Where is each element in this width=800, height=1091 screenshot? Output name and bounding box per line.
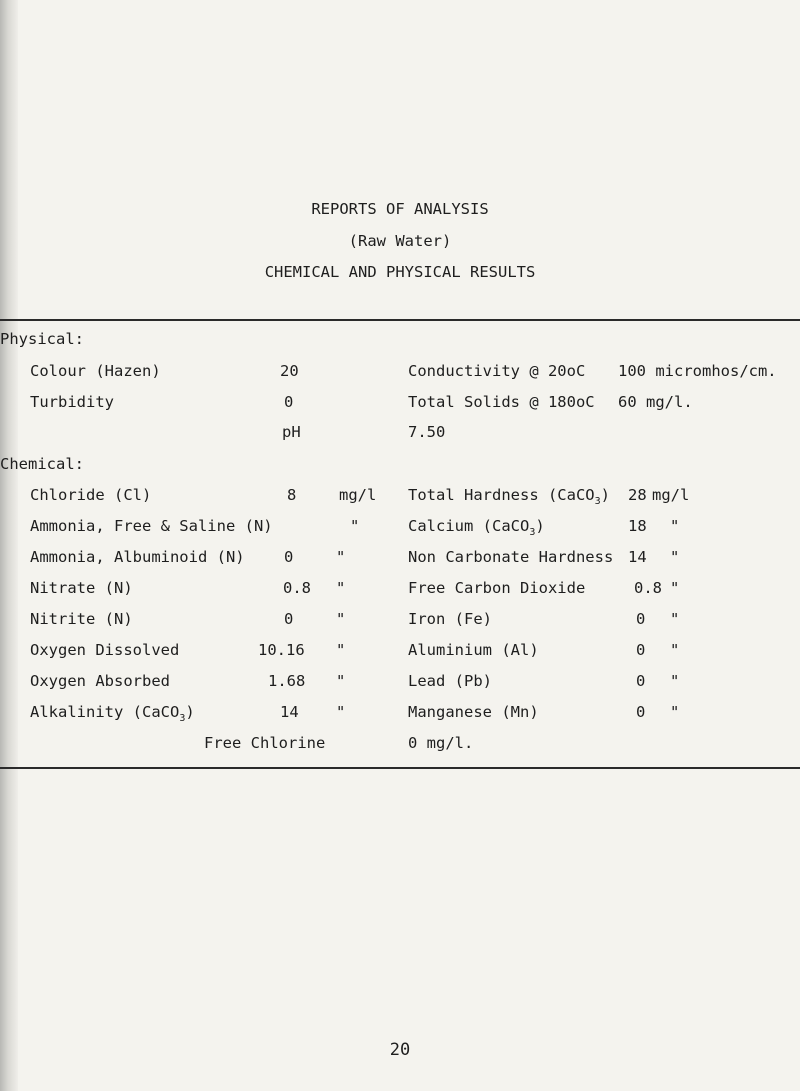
oxygen-dissolved-unit: "	[336, 641, 346, 659]
ammonia-free-unit: "	[350, 517, 360, 535]
free-carbon-dioxide-value: 0.8	[634, 579, 662, 597]
top-rule	[0, 319, 800, 321]
total-solids-value: 60 mg/l.	[618, 393, 693, 411]
aluminium-value: 0	[636, 641, 646, 659]
calcium-unit: "	[670, 517, 680, 535]
free-carbon-dioxide-unit: "	[670, 579, 680, 597]
aluminium-label: Aluminium (Al)	[408, 641, 539, 659]
total-hardness-unit: mg/l	[652, 486, 690, 504]
free-carbon-dioxide-label: Free Carbon Dioxide	[408, 579, 586, 597]
aluminium-unit: "	[670, 641, 680, 659]
free-chlorine-value: 0 mg/l.	[408, 734, 474, 752]
chloride-label: Chloride (Cl)	[30, 486, 152, 504]
ammonia-free-label: Ammonia, Free & Saline (N)	[30, 517, 273, 535]
ammonia-albuminoid-label: Ammonia, Albuminoid (N)	[30, 548, 245, 566]
iron-value: 0	[636, 610, 646, 628]
non-carbonate-hardness-label: Non Carbonate Hardness	[408, 548, 614, 566]
conductivity-label: Conductivity @ 20oC	[408, 362, 586, 380]
lead-label: Lead (Pb)	[408, 672, 492, 690]
oxygen-dissolved-value: 10.16	[258, 641, 305, 659]
oxygen-dissolved-label: Oxygen Dissolved	[30, 641, 180, 659]
report-subtitle: (Raw Water)	[348, 232, 452, 250]
oxygen-absorbed-unit: "	[336, 672, 346, 690]
nitrate-label: Nitrate (N)	[30, 579, 133, 597]
chemical-heading: Chemical:	[0, 455, 84, 473]
page-scan-edge	[0, 0, 18, 1091]
total-hardness-value: 28	[628, 486, 647, 504]
chloride-unit: mg/l	[339, 486, 377, 504]
lead-unit: "	[670, 672, 680, 690]
turbidity-value: 0	[284, 393, 294, 411]
manganese-unit: "	[670, 703, 680, 721]
manganese-value: 0	[636, 703, 646, 721]
iron-label: Iron (Fe)	[408, 610, 492, 628]
nitrite-value: 0	[284, 610, 294, 628]
total-solids-label: Total Solids @ 180oC	[408, 393, 595, 411]
oxygen-absorbed-value: 1.68	[268, 672, 306, 690]
section-title: CHEMICAL AND PHYSICAL RESULTS	[264, 263, 536, 281]
bottom-rule	[0, 767, 800, 769]
free-chlorine-label: Free Chlorine	[204, 734, 326, 752]
turbidity-label: Turbidity	[30, 393, 114, 411]
nitrite-unit: "	[336, 610, 346, 628]
report-title: REPORTS OF ANALYSIS	[311, 200, 489, 218]
manganese-label: Manganese (Mn)	[408, 703, 539, 721]
physical-heading: Physical:	[0, 330, 84, 348]
non-carbonate-hardness-unit: "	[670, 548, 680, 566]
calcium-label: Calcium (CaCO$_3$)	[408, 517, 545, 538]
nitrite-label: Nitrite (N)	[30, 610, 133, 628]
iron-unit: "	[670, 610, 680, 628]
chloride-value: 8	[287, 486, 297, 504]
ph-value: 7.50	[408, 423, 446, 441]
nitrate-unit: "	[336, 579, 346, 597]
calcium-value: 18	[628, 517, 647, 535]
total-hardness-label: Total Hardness (CaCO$_3$)	[408, 486, 611, 507]
alkalinity-label: Alkalinity (CaCO$_3$)	[30, 703, 195, 724]
ammonia-albuminoid-unit: "	[336, 548, 346, 566]
alkalinity-value: 14	[280, 703, 299, 721]
ammonia-albuminoid-value: 0	[284, 548, 294, 566]
ph-label: pH	[282, 423, 301, 441]
lead-value: 0	[636, 672, 646, 690]
conductivity-value: 100 micromhos/cm.	[618, 362, 777, 380]
alkalinity-unit: "	[336, 703, 346, 721]
page-number: 20	[389, 1040, 411, 1060]
non-carbonate-hardness-value: 14	[628, 548, 647, 566]
oxygen-absorbed-label: Oxygen Absorbed	[30, 672, 170, 690]
colour-value: 20	[280, 362, 299, 380]
nitrate-value: 0.8	[283, 579, 311, 597]
colour-label: Colour (Hazen)	[30, 362, 161, 380]
